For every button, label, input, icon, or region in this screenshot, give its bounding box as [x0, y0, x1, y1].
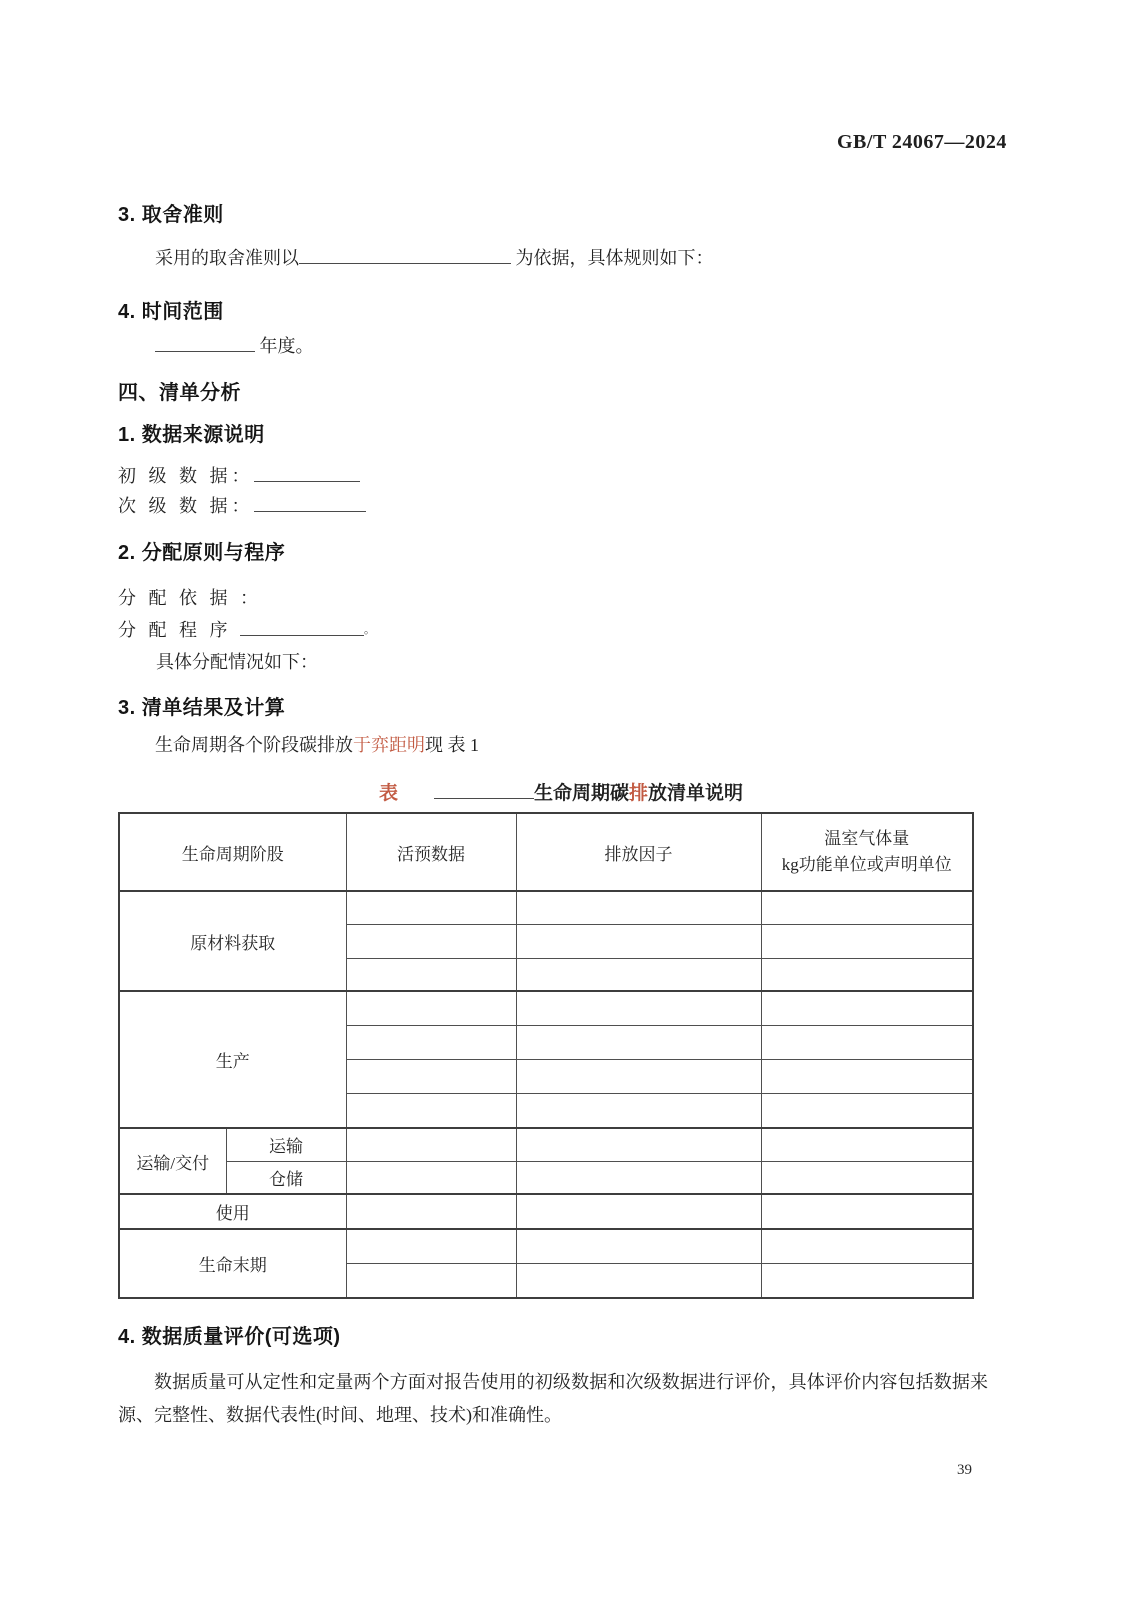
blank-field-secondary-data: [254, 497, 366, 512]
cutoff-sentence-suffix: 为依据，具体规则如下：: [515, 248, 714, 268]
table-empty-cell: [761, 991, 973, 1025]
table-row: [119, 1128, 973, 1161]
table-empty-cell: [346, 958, 516, 991]
table-caption-title-part1: 生命周期碳: [533, 783, 629, 804]
heading-time-range: 4. 时间范围: [118, 301, 224, 323]
table-empty-cell: [346, 1093, 516, 1128]
header-cell-ghg: [761, 813, 973, 891]
allocation-basis-line: [118, 586, 262, 610]
heading-cutoff-criteria: 3. 取舍准则: [118, 204, 224, 226]
table-empty-cell: [346, 1059, 516, 1093]
table-empty-cell: [346, 1161, 516, 1194]
table-empty-cell: [761, 1059, 973, 1093]
blank-field-table-number: [434, 784, 534, 799]
table-empty-cell: [346, 1194, 516, 1229]
table-row: [119, 1161, 973, 1194]
header-ghg-line2: kg功能单位或声明单位: [781, 855, 952, 874]
substage-cell-transport: 运输: [226, 1128, 346, 1161]
header-cell-emission-factor: 排放因子: [516, 813, 761, 891]
allocation-basis-label: 分 配 依 据 ：: [118, 588, 262, 608]
stage-cell-transport-delivery: 运输/交付: [119, 1128, 226, 1194]
data-quality-paragraph: 数据质量可从定性和定量两个方面对报告使用的初级数据和次级数据进行评价，具体评价内容包括数据来源、完整性、数据代表性(时间、地理、技术)和准确性。: [118, 1372, 988, 1425]
header-cell-activity-data: 活预数据: [346, 813, 516, 891]
table-empty-cell: [761, 958, 973, 991]
table-empty-cell: [516, 958, 761, 991]
results-sentence-red-text: 于弈距明: [353, 735, 425, 755]
table-empty-cell: [516, 891, 761, 924]
table-empty-cell: [761, 924, 973, 958]
table-row: [119, 1194, 973, 1229]
results-sentence: [155, 733, 479, 757]
heading-data-quality: 4. 数据质量评价(可选项): [118, 1326, 341, 1348]
table-empty-cell: [346, 924, 516, 958]
table-empty-cell: [346, 991, 516, 1025]
time-range-sentence: [155, 334, 314, 358]
primary-data-line: [118, 464, 360, 488]
table-caption-title-red: 排: [629, 783, 649, 804]
blank-field-primary-data: [254, 467, 360, 482]
cutoff-sentence-prefix: 采用的取舍准则以: [155, 248, 299, 268]
header-ghg-line1: 温室气体量: [824, 829, 910, 848]
table-empty-cell: [761, 1025, 973, 1059]
table-empty-cell: [761, 1093, 973, 1128]
heading-inventory-results: 3. 清单结果及计算: [118, 697, 286, 719]
procedure-period: 。: [364, 624, 379, 636]
table-caption: [134, 778, 988, 805]
secondary-data-label: 次 级 数 据：: [118, 496, 254, 516]
table-row: [119, 991, 973, 1025]
table-empty-cell: [516, 1194, 761, 1229]
stage-cell-end-of-life: 生命末期: [119, 1229, 346, 1298]
table-empty-cell: [516, 1059, 761, 1093]
table-row: [119, 1229, 973, 1263]
header-cell-stage: 生命周期阶股: [119, 813, 346, 891]
table-empty-cell: [516, 1093, 761, 1128]
table-empty-cell: [516, 1128, 761, 1161]
table-empty-cell: [516, 1025, 761, 1059]
substage-cell-storage: 仓储: [226, 1161, 346, 1194]
time-range-suffix: 年度。: [259, 336, 314, 356]
results-sentence-part1: 生命周期各个阶段碳排放: [155, 735, 353, 755]
table-empty-cell: [346, 1128, 516, 1161]
table-empty-cell: [346, 1025, 516, 1059]
table-empty-cell: [516, 1263, 761, 1298]
table-empty-cell: [516, 991, 761, 1025]
heading-allocation: 2. 分配原则与程序: [118, 542, 286, 564]
heading-data-sources: 1. 数据来源说明: [118, 424, 265, 446]
table-empty-cell: [761, 1128, 973, 1161]
table-empty-cell: [346, 891, 516, 924]
table-empty-cell: [761, 891, 973, 924]
allocation-detail-line: 具体分配情况如下：: [156, 652, 318, 672]
table-empty-cell: [346, 1229, 516, 1263]
table-empty-cell: [761, 1263, 973, 1298]
table-empty-cell: [761, 1161, 973, 1194]
blank-field-year: [155, 337, 255, 352]
heading-inventory-analysis: 四、清单分析: [118, 382, 241, 404]
allocation-procedure-label: 分 配 程 序: [118, 620, 232, 640]
table-caption-title-part2: 放清单说明: [648, 783, 744, 804]
table-header-row: [119, 813, 973, 891]
blank-field-procedure: [240, 621, 364, 636]
table-empty-cell: [516, 1161, 761, 1194]
table-caption-label: 表: [378, 783, 398, 804]
stage-cell-production: 生产: [119, 991, 346, 1128]
table-empty-cell: [516, 1229, 761, 1263]
table-empty-cell: [346, 1263, 516, 1298]
stage-cell-use: 使用: [119, 1194, 346, 1229]
allocation-procedure-line: [118, 618, 379, 642]
stage-cell-raw-material: 原材料获取: [119, 891, 346, 991]
secondary-data-line: [118, 494, 366, 518]
lifecycle-inventory-table: [118, 812, 974, 1299]
table-row: [119, 891, 973, 924]
primary-data-label: 初 级 数 据：: [118, 466, 254, 486]
results-sentence-part2: 现 表 1: [425, 735, 479, 755]
table-empty-cell: [761, 1229, 973, 1263]
cutoff-criteria-sentence: [155, 246, 714, 270]
table-empty-cell: [516, 924, 761, 958]
blank-field-cutoff: [299, 249, 511, 264]
page-number: 39: [957, 1462, 972, 1478]
standard-code: GB/T 24067—2024: [837, 131, 1007, 153]
table-empty-cell: [761, 1194, 973, 1229]
